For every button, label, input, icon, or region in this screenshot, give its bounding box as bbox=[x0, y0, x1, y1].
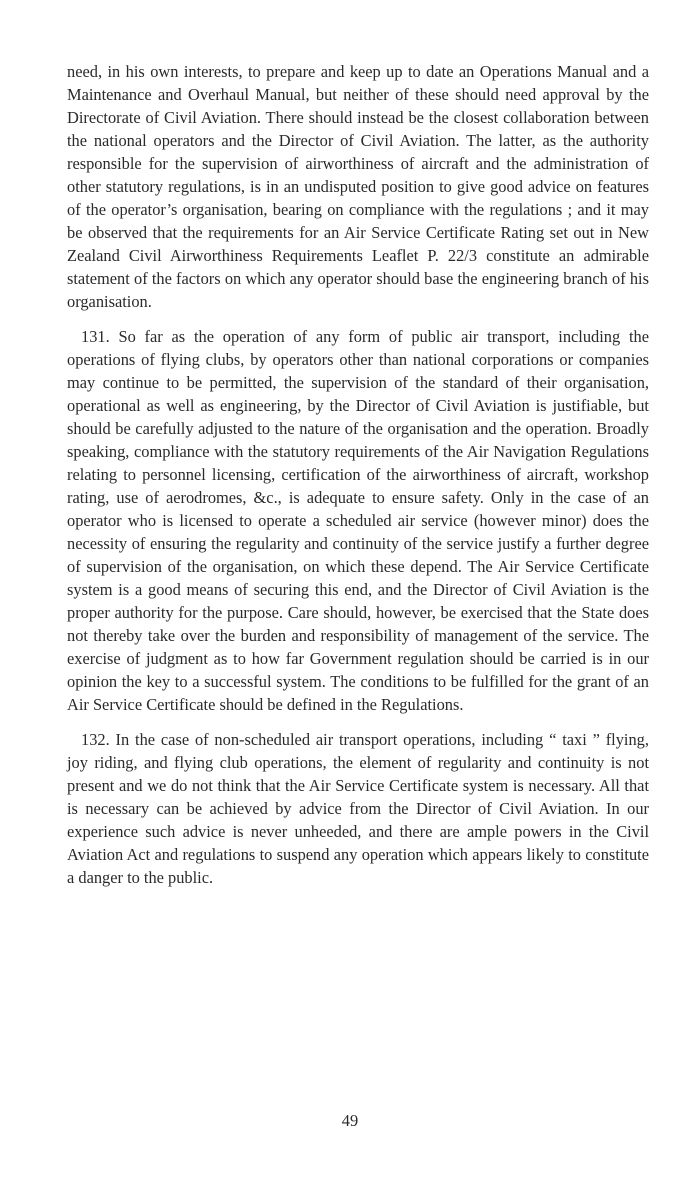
paragraph-number: 131. bbox=[81, 327, 110, 346]
paragraph-132 bbox=[67, 728, 649, 889]
document-body bbox=[67, 60, 649, 901]
page-number: 49 bbox=[341, 1111, 359, 1130]
paragraph-text: In the case of non-scheduled air transport operations, including “ taxi ” flying, joy riding, and flying club operations, the element of regularity and continuity is not present and we do not think that the Air Service Certificate system is necessary. All that is necessary can be achieved by advice from the Director of Civil Aviation. In our experience such advice is never unheeded, and there are ample powers in the Civil Aviation Act and regulations to suspend any operation which appears likely to constitute a danger to the public. bbox=[67, 730, 649, 887]
paragraph-text: So far as the operation of any form of public air transport, including the operations of flying clubs, by operators other than national corporations or companies may continue to be permitted, the supervision of the standard of their organisation, operational as well as engineering, by the Director of Civil Aviation is justifiable, but should be carefully adjusted to the nature of the organisation and the operation. Broadly speaking, compliance with the statutory requirements of the Air Navigation Regulations relating to personnel licensing, certification of the airworthiness of aircraft, workshop rating, use of aerodromes, &c., is adequate to ensure safety. Only in the case of an operator who is licensed to operate a scheduled air service (however minor) does the necessity of ensuring the regularity and continuity of the service justify a further degree of supervision of the organisation, on which these depend. The Air Service Certificate system is a good means of securing this end, and the Director of Civil Aviation is the proper authority for the purpose. Care should, however, be exercised that the State does not thereby take over the burden and responsibility of management of the service. The exercise of judgment as to how far Government regulation should be carried is in our opinion the key to a successful system. The conditions to be fulfilled for the grant of an Air Service Certificate should be defined in the Regulations. bbox=[67, 327, 649, 714]
paragraph-131 bbox=[67, 325, 649, 716]
paragraph-number: 132. bbox=[81, 730, 110, 749]
paragraph-text: need, in his own interests, to prepare and keep up to date an Operations Manual and a Maintenance and Overhaul Manual, but neither of these should need approval by the Directorate of Civil Aviation. There should instead be the closest collaboration between the national operators and the Director of Civil Aviation. The latter, as the authority responsible for the supervision of airworthiness of aircraft and the administration of other statutory regulations, is in an undisputed position to give good advice on features of the operator’s organisation, bearing on compliance with the regulations ; and it may be observed that the requirements for an Air Service Certificate Rating set out in New Zealand Civil Airworthiness Requirements Leaflet P. 22/3 constitute an admirable statement of the factors on which any operator should base the engineering branch of his organisation. bbox=[67, 62, 649, 311]
paragraph-continued bbox=[67, 60, 649, 313]
